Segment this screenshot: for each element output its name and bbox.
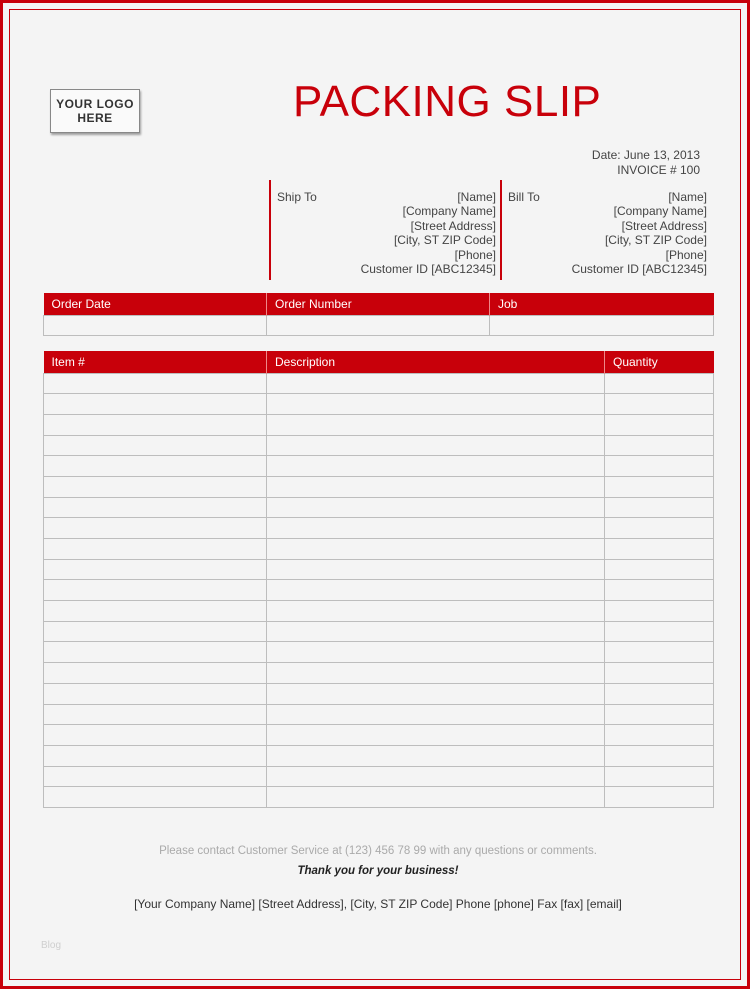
quantity-cell[interactable] <box>605 539 714 560</box>
bill-to-company: [Company Name] <box>613 204 707 219</box>
description-cell[interactable] <box>267 476 605 497</box>
job-header: Job <box>490 293 714 315</box>
description-cell[interactable] <box>267 621 605 642</box>
quantity-cell[interactable] <box>605 373 714 394</box>
quantity-cell[interactable] <box>605 766 714 787</box>
quantity-cell[interactable] <box>605 518 714 539</box>
item-number-cell[interactable] <box>44 414 267 435</box>
item-row <box>44 580 714 601</box>
item-number-cell[interactable] <box>44 580 267 601</box>
item-row <box>44 787 714 808</box>
footer-company-line: [Your Company Name] [Street Address], [City, ST ZIP Code] Phone [phone] Fax [fax] [email] <box>134 897 622 911</box>
item-row <box>44 518 714 539</box>
bill-to-city: [City, ST ZIP Code] <box>604 233 707 248</box>
quantity-cell[interactable] <box>605 580 714 601</box>
description-cell[interactable] <box>267 559 605 580</box>
bill-to-customer-id: Customer ID [ABC12345] <box>571 262 707 277</box>
item-number-cell[interactable] <box>44 683 267 704</box>
description-cell[interactable] <box>267 725 605 746</box>
item-number-cell[interactable] <box>44 435 267 456</box>
items-header-row <box>44 351 714 373</box>
bill-to-label: Bill To <box>508 190 540 204</box>
order-date-header: Order Date <box>44 293 267 315</box>
description-cell[interactable] <box>267 663 605 684</box>
item-row <box>44 497 714 518</box>
invoice-meta <box>592 148 700 178</box>
item-row <box>44 414 714 435</box>
item-number-cell[interactable] <box>44 663 267 684</box>
item-number-cell[interactable] <box>44 621 267 642</box>
description-cell[interactable] <box>267 414 605 435</box>
item-number-cell[interactable] <box>44 745 267 766</box>
item-number-cell[interactable] <box>44 456 267 477</box>
bill-to-lines <box>572 190 707 276</box>
order-row <box>44 315 714 336</box>
description-cell[interactable] <box>267 580 605 601</box>
page-title: PACKING SLIP <box>293 77 602 126</box>
bill-to-block <box>500 180 707 280</box>
description-cell[interactable] <box>267 642 605 663</box>
ship-to-company: [Company Name] <box>402 204 496 219</box>
description-cell[interactable] <box>267 497 605 518</box>
quantity-cell[interactable] <box>605 456 714 477</box>
order-header-row <box>44 293 714 315</box>
quantity-cell[interactable] <box>605 704 714 725</box>
description-cell[interactable] <box>267 373 605 394</box>
item-number-cell[interactable] <box>44 766 267 787</box>
description-cell[interactable] <box>267 601 605 622</box>
ship-to-city: [City, ST ZIP Code] <box>393 233 496 248</box>
item-number-cell[interactable] <box>44 497 267 518</box>
quantity-cell[interactable] <box>605 787 714 808</box>
ship-to-street: [Street Address] <box>410 218 496 233</box>
order-number-header: Order Number <box>267 293 490 315</box>
quantity-cell[interactable] <box>605 621 714 642</box>
ship-to-lines <box>361 190 496 276</box>
logo-placeholder: YOUR LOGO HERE <box>50 89 140 133</box>
ship-to-customer-id: Customer ID [ABC12345] <box>360 262 496 277</box>
quantity-cell[interactable] <box>605 476 714 497</box>
item-row <box>44 621 714 642</box>
item-row <box>44 601 714 622</box>
description-cell[interactable] <box>267 683 605 704</box>
item-number-header: Item # <box>44 351 267 373</box>
quantity-cell[interactable] <box>605 497 714 518</box>
bill-to-phone: [Phone] <box>665 247 707 262</box>
item-row <box>44 642 714 663</box>
item-row <box>44 394 714 415</box>
item-row <box>44 539 714 560</box>
item-row <box>44 725 714 746</box>
quantity-cell[interactable] <box>605 414 714 435</box>
quantity-cell[interactable] <box>605 435 714 456</box>
items-body <box>44 373 714 807</box>
bill-to-street: [Street Address] <box>621 218 707 233</box>
quantity-header: Quantity <box>605 351 714 373</box>
item-number-cell[interactable] <box>44 476 267 497</box>
item-row <box>44 766 714 787</box>
item-row <box>44 663 714 684</box>
ship-to-label: Ship To <box>277 190 317 204</box>
item-number-cell[interactable] <box>44 518 267 539</box>
description-header: Description <box>267 351 605 373</box>
items-table <box>43 351 714 808</box>
quantity-cell[interactable] <box>605 394 714 415</box>
item-number-cell[interactable] <box>44 394 267 415</box>
watermark: Blog <box>41 940 62 951</box>
ship-to-phone: [Phone] <box>454 247 496 262</box>
description-cell[interactable] <box>267 704 605 725</box>
item-row <box>44 704 714 725</box>
order-info-table <box>43 293 714 336</box>
item-number-cell[interactable] <box>44 787 267 808</box>
bill-to-name: [Name] <box>668 190 707 204</box>
quantity-cell[interactable] <box>605 663 714 684</box>
description-cell[interactable] <box>267 435 605 456</box>
ship-to-name: [Name] <box>457 190 496 204</box>
description-cell[interactable] <box>267 456 605 477</box>
description-cell[interactable] <box>267 394 605 415</box>
item-row <box>44 373 714 394</box>
quantity-cell[interactable] <box>605 683 714 704</box>
invoice-number: INVOICE # 100 <box>617 163 700 177</box>
description-cell[interactable] <box>267 766 605 787</box>
quantity-cell[interactable] <box>605 559 714 580</box>
item-row <box>44 476 714 497</box>
item-number-cell[interactable] <box>44 559 267 580</box>
description-cell[interactable] <box>267 745 605 766</box>
item-row <box>44 559 714 580</box>
job-cell[interactable] <box>490 315 714 336</box>
item-row <box>44 456 714 477</box>
item-row <box>44 683 714 704</box>
order-date-cell[interactable] <box>44 315 267 336</box>
quantity-cell[interactable] <box>605 725 714 746</box>
item-number-cell[interactable] <box>44 373 267 394</box>
description-cell[interactable] <box>267 539 605 560</box>
description-cell[interactable] <box>267 787 605 808</box>
item-number-cell[interactable] <box>44 725 267 746</box>
footer-contact-text: Please contact Customer Service at (123) 456 78 99 with any questions or comments. <box>159 845 597 857</box>
quantity-cell[interactable] <box>605 601 714 622</box>
item-number-cell[interactable] <box>44 539 267 560</box>
item-number-cell[interactable] <box>44 601 267 622</box>
item-row <box>44 435 714 456</box>
item-number-cell[interactable] <box>44 642 267 663</box>
footer-thanks-text: Thank you for your business! <box>297 865 459 877</box>
item-row <box>44 745 714 766</box>
quantity-cell[interactable] <box>605 745 714 766</box>
item-number-cell[interactable] <box>44 704 267 725</box>
description-cell[interactable] <box>267 518 605 539</box>
invoice-date: Date: June 13, 2013 <box>591 148 700 162</box>
ship-to-block <box>269 180 496 280</box>
order-number-cell[interactable] <box>267 315 490 336</box>
quantity-cell[interactable] <box>605 642 714 663</box>
